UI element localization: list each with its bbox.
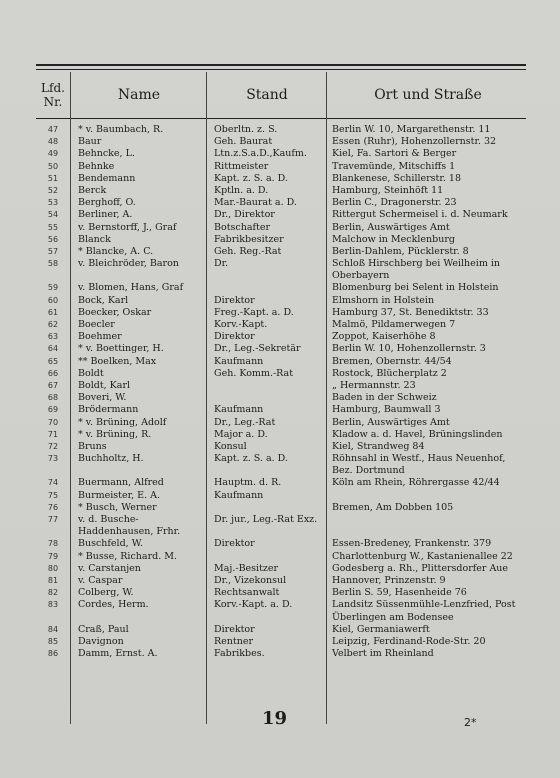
row-number: 57 <box>47 246 59 256</box>
row-number: 50 <box>47 161 59 171</box>
row-name: Brödermann <box>78 404 139 416</box>
table-row <box>36 587 528 599</box>
row-stand: Rentner <box>214 635 253 647</box>
row-ort: Elmshorn in Holstein <box>332 294 435 306</box>
row-stand: Kapt. z. S. a. D. <box>214 172 288 184</box>
row-number: 79 <box>47 551 59 561</box>
table-row <box>36 429 528 441</box>
row-name: Bruns <box>78 440 107 452</box>
table-row <box>36 538 528 550</box>
table-row <box>36 222 528 234</box>
row-number: 59 <box>47 283 59 293</box>
row-ort: Zoppot, Kaiserhöhe 8 <box>332 331 436 343</box>
table-row <box>36 490 528 502</box>
row-stand: Mar.-Baurat a. D. <box>214 197 297 209</box>
row-number: 56 <box>47 234 59 244</box>
row-stand: Geh. Reg.-Rat <box>214 245 282 257</box>
row-stand: Korv.-Kapt. <box>214 319 268 331</box>
row-number: 68 <box>47 393 59 403</box>
row-ort: Berlin S. 59, Hasenheide 76 <box>332 587 467 599</box>
row-name: Berliner, A. <box>78 209 133 221</box>
row-number: 82 <box>47 588 59 598</box>
table-row <box>36 319 528 331</box>
row-stand: Dr. jur., Leg.-Rat Exz. <box>214 514 318 526</box>
row-number: 85 <box>47 636 59 646</box>
header-stand: Stand <box>246 86 288 103</box>
row-ort: Hamburg, Baumwall 3 <box>332 404 441 416</box>
row-name: * Blancke, A. C. <box>78 245 154 257</box>
row-ort: „ Hermannstr. 23 <box>332 379 416 391</box>
row-ort: Travemünde, Mitschiffs 1 <box>332 160 456 172</box>
row-ort: Bremen, Obernstr. 44/54 <box>332 355 452 367</box>
row-ort: Bremen, Am Dobben 105 <box>332 501 454 513</box>
row-ort: Berlin C., Dragonerstr. 23 <box>332 197 457 209</box>
table-row <box>36 124 528 136</box>
row-ort: Rostock, Blücherplatz 2 <box>332 367 447 379</box>
row-stand: Hauptm. d. R. <box>214 477 282 489</box>
row-ort: Hamburg, Steinhöft 11 <box>332 184 444 196</box>
row-name: * v. Boettinger, H. <box>78 343 164 355</box>
row-name: Berghoff, O. <box>78 197 136 209</box>
table-row <box>36 209 528 221</box>
row-stand: Fabrikbesitzer <box>214 233 284 245</box>
row-name: Cordes, Herm. <box>78 599 149 611</box>
table-row <box>36 356 528 368</box>
row-name: v. Carstanjen <box>78 562 141 574</box>
row-number: 77 <box>47 515 59 525</box>
table-row <box>36 502 528 514</box>
table-row <box>36 258 528 282</box>
row-ort: Blomenburg bei Selent in Holstein <box>332 282 499 294</box>
row-name: Damm, Ernst. A. <box>78 648 158 660</box>
row-ort: Kiel, Strandweg 84 <box>332 440 425 452</box>
row-number: 81 <box>47 575 59 585</box>
table-row <box>36 563 528 575</box>
row-ort: Leipzig, Ferdinand-Rode-Str. 20 <box>332 635 486 647</box>
row-number: 74 <box>47 478 59 488</box>
row-name: Buschfeld, W. <box>78 538 143 550</box>
row-name: Buermann, Alfred <box>78 477 164 489</box>
row-stand: Kaufmann <box>214 489 264 501</box>
row-name: * Busse, Richard. M. <box>78 550 177 562</box>
table-row <box>36 514 528 538</box>
row-ort: Kiel, Germaniawerft <box>332 623 430 635</box>
row-ort: Charlottenburg W., Kastanienallee 22 <box>332 550 513 562</box>
row-stand: Geh. Komm.-Rat <box>214 367 294 379</box>
row-number: 78 <box>47 539 59 549</box>
row-number: 71 <box>47 429 59 439</box>
table-row <box>36 599 528 623</box>
row-number: 84 <box>47 624 59 634</box>
row-stand: Dr. <box>214 258 229 270</box>
row-name: Boecler <box>78 319 115 331</box>
row-name: Davignon <box>78 635 124 647</box>
header-ort: Ort und Straße <box>374 86 482 103</box>
row-stand: Direktor <box>214 538 255 550</box>
row-number: 55 <box>47 222 59 232</box>
row-name: v. Bleichröder, Baron <box>78 258 179 270</box>
header-nr: Lfd. Nr. <box>41 81 65 109</box>
row-stand: Botschafter <box>214 221 270 233</box>
row-number: 64 <box>47 344 59 354</box>
row-ort: Malchow in Mecklenburg <box>332 233 455 245</box>
table-row <box>36 282 528 294</box>
table-row <box>36 453 528 477</box>
row-number: 70 <box>47 417 59 427</box>
row-name: Behnke <box>78 160 115 172</box>
row-ort: Baden in der Schweiz <box>332 392 437 404</box>
row-stand: Rittmeister <box>214 160 269 172</box>
row-stand: Oberltn. z. S. <box>214 124 278 135</box>
row-stand: Maj.-Besitzer <box>214 562 279 574</box>
row-ort: Schloß Hirschberg bei Weilheim in Oberbayern <box>332 258 501 282</box>
row-stand: Kapt. z. S. a. D. <box>214 453 288 465</box>
row-number: 76 <box>47 502 59 512</box>
row-name: * v. Baumbach, R. <box>78 124 164 135</box>
row-ort: Köln am Rhein, Röhrergasse 42/44 <box>332 477 500 489</box>
top-rule <box>36 64 526 66</box>
table-row <box>36 234 528 246</box>
row-ort: Velbert im Rheinland <box>332 648 434 660</box>
row-number: 51 <box>47 173 59 183</box>
row-name: * v. Brüning, Adolf <box>78 416 167 428</box>
row-name: * Busch, Werner <box>78 501 157 513</box>
row-ort: Landsitz Süssenmühle-Lenzfried, Post Überlingen am Bodensee <box>332 599 516 623</box>
row-number: 58 <box>47 259 59 269</box>
table-row <box>36 417 528 429</box>
row-stand: Kaufmann <box>214 404 264 416</box>
row-ort: Berlin-Dahlem, Pücklerstr. 8 <box>332 245 469 257</box>
row-stand: Ltn.z.S.a.D.,Kaufm. <box>214 148 307 160</box>
row-name: v. d. Busche-Haddenhausen, Frhr. <box>78 514 181 538</box>
table-row <box>36 331 528 343</box>
row-name: Behncke, L. <box>78 148 135 160</box>
row-number: 54 <box>47 210 59 220</box>
table-row <box>36 441 528 453</box>
row-number: 65 <box>47 356 59 366</box>
row-number: 80 <box>47 563 59 573</box>
row-number: 72 <box>47 441 59 451</box>
table-row <box>36 624 528 636</box>
row-stand: Direktor <box>214 623 255 635</box>
row-name: Bendemann <box>78 172 136 184</box>
row-ort: Hamburg 37, St. Benediktstr. 33 <box>332 306 489 318</box>
row-ort: Godesberg a. Rh., Plittersdorfer Aue <box>332 562 509 574</box>
row-stand: Rechtsanwalt <box>214 587 280 599</box>
row-number: 66 <box>47 368 59 378</box>
table-row <box>36 575 528 587</box>
row-name: v. Blomen, Hans, Graf <box>78 282 184 294</box>
row-number: 69 <box>47 405 59 415</box>
row-ort: Essen (Ruhr), Hohenzollernstr. 32 <box>332 136 497 148</box>
row-name: Boecker, Oskar <box>78 306 152 318</box>
table-row <box>36 307 528 319</box>
row-number: 48 <box>47 137 59 147</box>
row-name: Bock, Karl <box>78 294 129 306</box>
table-row <box>36 173 528 185</box>
row-number: 86 <box>47 649 59 659</box>
row-name: Boveri, W. <box>78 392 127 404</box>
row-stand: Dr., Leg.-Rat <box>214 416 276 428</box>
row-number: 53 <box>47 198 59 208</box>
row-ort: Blankenese, Schillerstr. 18 <box>332 172 462 184</box>
row-ort: Berlin W. 10, Hohenzollernstr. 3 <box>332 343 486 355</box>
row-name: Boldt <box>78 367 104 379</box>
table-row <box>36 246 528 258</box>
row-stand: Direktor <box>214 331 255 343</box>
row-stand: Direktor <box>214 294 255 306</box>
row-stand: Kptln. a. D. <box>214 184 269 196</box>
top-rule-thin <box>36 69 526 70</box>
row-stand: Dr., Vizekonsul <box>214 574 287 586</box>
row-ort: Berlin, Auswärtiges Amt <box>332 221 450 233</box>
row-ort: Essen-Bredeney, Frankenstr. 379 <box>332 538 492 550</box>
row-stand: Major a. D. <box>214 428 268 440</box>
row-name: Colberg, W. <box>78 587 134 599</box>
row-stand: Kaufmann <box>214 355 264 367</box>
row-stand: Geh. Baurat <box>214 136 273 148</box>
table-row <box>36 343 528 355</box>
table-row <box>36 551 528 563</box>
table-row <box>36 380 528 392</box>
row-stand: Freg.-Kapt. a. D. <box>214 306 294 318</box>
row-name: Craß, Paul <box>78 623 129 635</box>
row-ort: Röhnsahl in Westf., Haus Neuenhof, Bez. Dortmund <box>332 453 506 477</box>
row-ort: Rittergut Schermeisel i. d. Neumark <box>332 209 508 221</box>
row-stand: Dr., Direktor <box>214 209 275 221</box>
row-number: 67 <box>47 380 59 390</box>
row-name: Berck <box>78 184 107 196</box>
table-row <box>36 185 528 197</box>
table-row <box>36 404 528 416</box>
row-name: ** Boelken, Max <box>78 355 157 367</box>
row-number: 63 <box>47 332 59 342</box>
row-ort: Berlin, Auswärtiges Amt <box>332 416 450 428</box>
row-stand: Dr., Leg.-Sekretär <box>214 343 301 355</box>
row-ort: Kiel, Fa. Sartori & Berger <box>332 148 457 160</box>
row-name: Boehmer <box>78 331 122 343</box>
table-row <box>36 295 528 307</box>
header-rule <box>36 118 526 119</box>
signature-mark: 2* <box>464 716 477 729</box>
header-name: Name <box>117 86 161 103</box>
row-number: 75 <box>47 490 59 500</box>
table-row <box>36 197 528 209</box>
row-number: 73 <box>47 454 59 464</box>
row-number: 49 <box>47 149 59 159</box>
row-name: Burmeister, E. A. <box>78 489 161 501</box>
row-ort: Berlin W. 10, Margarethenstr. 11 <box>332 124 491 135</box>
table-row <box>36 392 528 404</box>
row-number: 52 <box>47 185 59 195</box>
row-stand: Fabrikbes. <box>214 648 265 660</box>
row-number: 83 <box>47 600 59 610</box>
table-row <box>36 148 528 160</box>
directory-rows <box>36 124 528 660</box>
row-ort: Hannover, Prinzenstr. 9 <box>332 574 446 586</box>
row-name: * v. Brüning, R. <box>78 428 152 440</box>
row-number: 47 <box>47 125 59 134</box>
table-row <box>36 477 528 489</box>
row-name: Buchholtz, H. <box>78 453 144 465</box>
page-number: 19 <box>262 708 288 729</box>
row-name: v. Bernstorff, J., Graf <box>78 221 177 233</box>
row-stand: Korv.-Kapt. a. D. <box>214 599 293 611</box>
row-ort: Malmö, Pildamerwegen 7 <box>332 319 456 331</box>
row-number: 61 <box>47 307 59 317</box>
table-row <box>36 161 528 173</box>
row-ort: Kladow a. d. Havel, Brüningslinden <box>332 428 503 440</box>
table-row <box>36 368 528 380</box>
row-number: 60 <box>47 295 59 305</box>
row-name: Blanck <box>78 233 111 245</box>
row-name: Boldt, Karl <box>78 379 131 391</box>
row-name: Baur <box>78 136 102 148</box>
table-row <box>36 648 528 660</box>
row-name: v. Caspar <box>78 574 123 586</box>
table-row <box>36 636 528 648</box>
row-number: 62 <box>47 320 59 330</box>
row-stand: Konsul <box>214 440 247 452</box>
table-row <box>36 136 528 148</box>
